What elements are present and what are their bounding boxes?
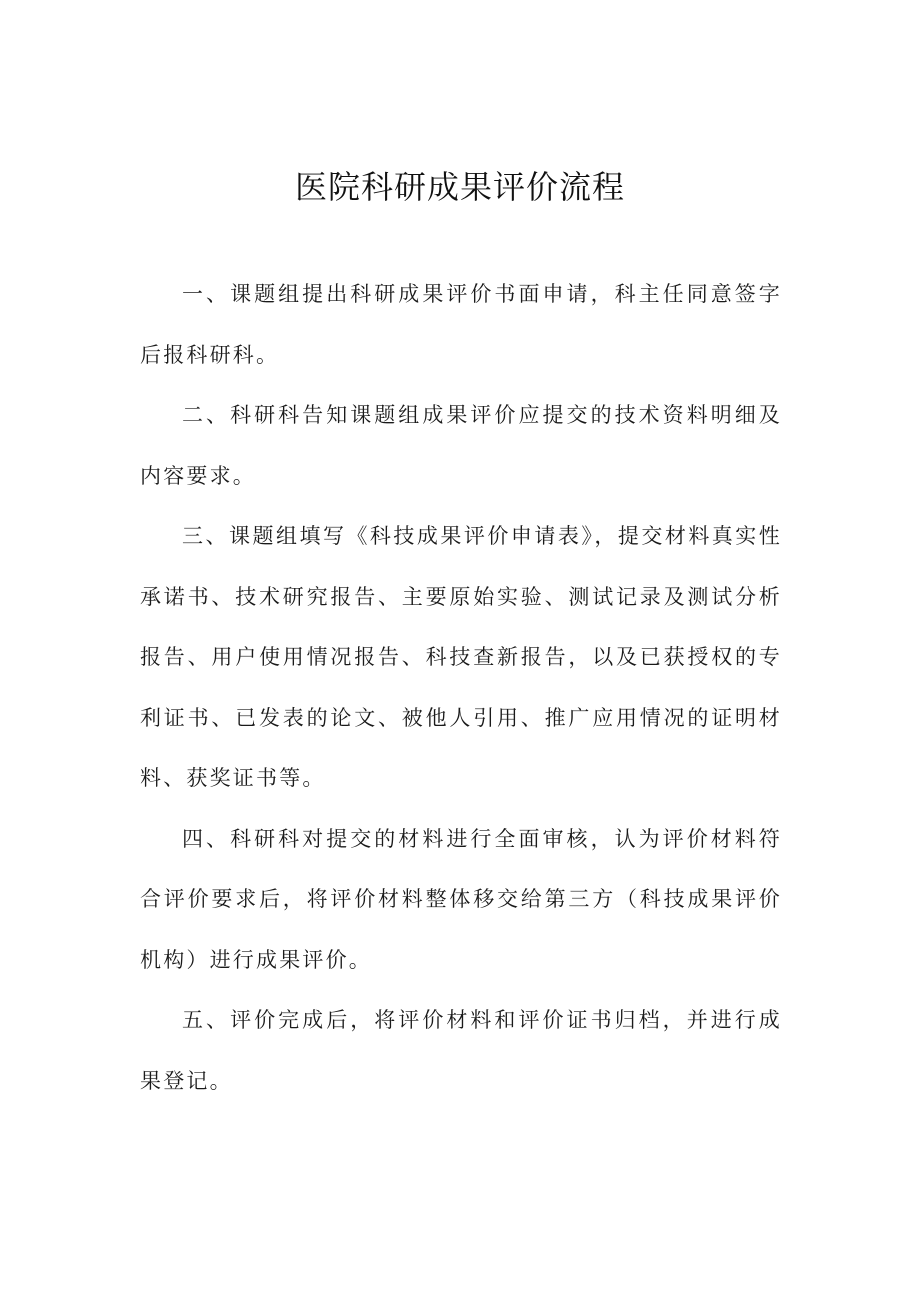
paragraph-1: 一、课题组提出科研成果评价书面申请，科主任同意签字后报科研科。 xyxy=(140,282,782,367)
paragraph-4: 四、科研科对提交的材料进行全面审核，认为评价材料符合评价要求后，将评价材料整体移交给第三方（科技成果评价机构）进行成果评价。 xyxy=(140,826,782,972)
paragraph-3: 三、课题组填写《科技成果评价申请表》，提交材料真实性承诺书、技术研究报告、主要原始实验、测试记录及测试分析报告、用户使用情况报告、科技查新报告，以及已获授权的专利证书、已发表的论文、被他人引用、推广应用情况的证明材料、获奖证书等。 xyxy=(140,524,782,790)
paragraph-2: 二、科研科告知课题组成果评价应提交的技术资料明细及内容要求。 xyxy=(140,403,782,488)
paragraph-5: 五、评价完成后，将评价材料和评价证书归档，并进行成果登记。 xyxy=(140,1008,782,1093)
document-body xyxy=(140,264,782,1111)
document-title: 医院科研成果评价流程 xyxy=(294,168,625,206)
